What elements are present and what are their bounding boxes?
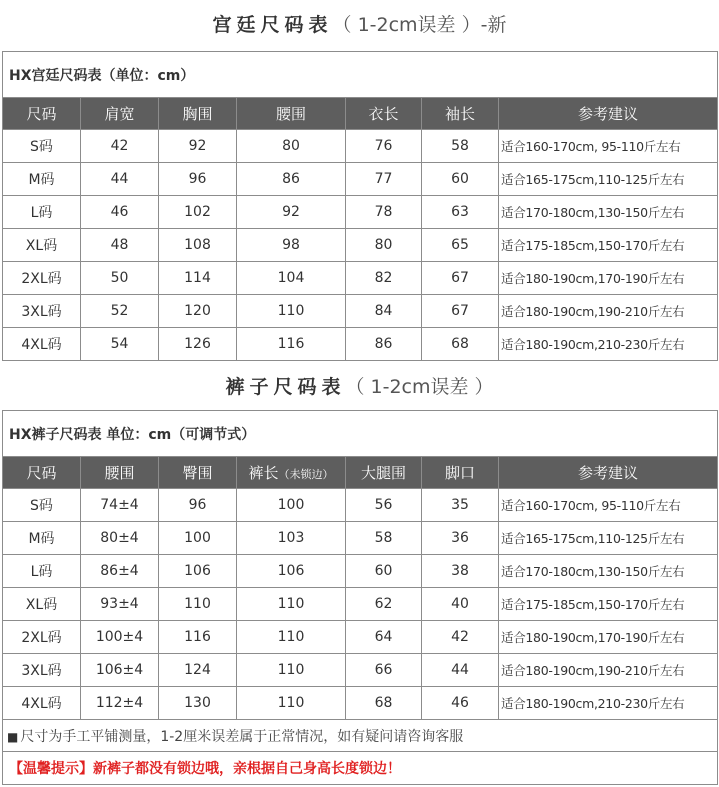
advice-cell: 适合180-190cm,170-190斤左右 — [499, 621, 718, 654]
column-header: 腰围 — [237, 98, 346, 130]
measure-cell: 50 — [81, 262, 159, 295]
table-row — [3, 196, 718, 229]
measure-cell: 86 — [346, 328, 422, 361]
title-main: 裤子尺码表 — [225, 376, 346, 398]
table-row — [3, 654, 718, 687]
measure-cell: 110 — [237, 687, 346, 720]
table-row — [3, 229, 718, 262]
column-header: 胸围 — [159, 98, 237, 130]
size-cell: S码 — [3, 130, 81, 163]
measure-cell: 64 — [346, 621, 422, 654]
measure-cell: 52 — [81, 295, 159, 328]
measure-cell: 100 — [237, 489, 346, 522]
measurement-note — [3, 720, 718, 752]
column-header: 参考建议 — [499, 98, 718, 130]
advice-cell: 适合175-185cm,150-170斤左右 — [499, 588, 718, 621]
measure-cell: 96 — [159, 163, 237, 196]
measure-cell: 46 — [422, 687, 499, 720]
measure-cell: 56 — [346, 489, 422, 522]
header-label: 裤长 — [248, 464, 279, 482]
measure-cell: 42 — [81, 130, 159, 163]
measure-cell: 96 — [159, 489, 237, 522]
table-row — [3, 555, 718, 588]
measure-cell: 114 — [159, 262, 237, 295]
table-row — [3, 262, 718, 295]
column-header: 衣长 — [346, 98, 422, 130]
table-caption: HX裤子尺码表 单位：cm（可调节式） — [3, 411, 718, 457]
measure-cell: 126 — [159, 328, 237, 361]
measure-cell: 106±4 — [81, 654, 159, 687]
measure-cell: 108 — [159, 229, 237, 262]
title-error-note: （ 1-2cm误差 ） — [345, 376, 494, 398]
advice-cell: 适合165-175cm,110-125斤左右 — [499, 163, 718, 196]
size-cell: M码 — [3, 522, 81, 555]
measure-cell: 116 — [237, 328, 346, 361]
measure-cell: 106 — [237, 555, 346, 588]
advice-cell: 适合175-185cm,150-170斤左右 — [499, 229, 718, 262]
measure-cell: 65 — [422, 229, 499, 262]
measure-cell: 63 — [422, 196, 499, 229]
measure-cell: 67 — [422, 262, 499, 295]
column-header — [237, 457, 346, 489]
measure-cell: 104 — [237, 262, 346, 295]
warm-tip: 【温馨提示】新裤子都没有锁边哦，亲根据自己身高长度锁边！ — [3, 752, 718, 785]
advice-cell: 适合180-190cm,210-230斤左右 — [499, 328, 718, 361]
measure-cell: 58 — [346, 522, 422, 555]
measure-cell: 67 — [422, 295, 499, 328]
measure-cell: 36 — [422, 522, 499, 555]
measure-cell: 46 — [81, 196, 159, 229]
measure-cell: 120 — [159, 295, 237, 328]
measure-cell: 103 — [237, 522, 346, 555]
table-caption: HX宫廷尺码表（单位：cm） — [3, 52, 718, 98]
measure-cell: 110 — [237, 588, 346, 621]
measure-cell: 124 — [159, 654, 237, 687]
size-cell: L码 — [3, 196, 81, 229]
advice-cell: 适合170-180cm,130-150斤左右 — [499, 555, 718, 588]
square-bullet-icon: ■ — [7, 729, 19, 744]
size-cell: 3XL码 — [3, 654, 81, 687]
measure-cell: 68 — [422, 328, 499, 361]
table-header-row — [3, 98, 718, 130]
measure-cell: 116 — [159, 621, 237, 654]
advice-cell: 适合160-170cm, 95-110斤左右 — [499, 130, 718, 163]
measure-cell: 60 — [422, 163, 499, 196]
measure-cell: 92 — [159, 130, 237, 163]
measure-cell: 74±4 — [81, 489, 159, 522]
size-cell: S码 — [3, 489, 81, 522]
column-header: 尺码 — [3, 457, 81, 489]
measure-cell: 110 — [237, 654, 346, 687]
measure-cell: 82 — [346, 262, 422, 295]
table-row — [3, 163, 718, 196]
table-row — [3, 588, 718, 621]
size-cell: 3XL码 — [3, 295, 81, 328]
measure-cell: 62 — [346, 588, 422, 621]
advice-cell: 适合165-175cm,110-125斤左右 — [499, 522, 718, 555]
column-header: 腰围 — [81, 457, 159, 489]
measure-cell: 112±4 — [81, 687, 159, 720]
measure-cell: 92 — [237, 196, 346, 229]
measure-cell: 110 — [237, 295, 346, 328]
column-header: 肩宽 — [81, 98, 159, 130]
table-header-row — [3, 457, 718, 489]
measure-cell: 102 — [159, 196, 237, 229]
measure-cell: 98 — [237, 229, 346, 262]
measure-cell: 80 — [346, 229, 422, 262]
measure-cell: 86 — [237, 163, 346, 196]
table-row — [3, 328, 718, 361]
title-main: 宫廷尺码表 — [212, 14, 333, 36]
pants-size-table — [2, 410, 718, 785]
size-cell: 2XL码 — [3, 262, 81, 295]
header-sub-note: （未锁边） — [278, 468, 334, 481]
measure-cell: 44 — [422, 654, 499, 687]
column-header: 尺码 — [3, 98, 81, 130]
measure-cell: 35 — [422, 489, 499, 522]
measure-cell: 93±4 — [81, 588, 159, 621]
table-row — [3, 130, 718, 163]
measure-cell: 78 — [346, 196, 422, 229]
measure-cell: 76 — [346, 130, 422, 163]
measure-cell: 54 — [81, 328, 159, 361]
measure-cell: 86±4 — [81, 555, 159, 588]
table-row — [3, 621, 718, 654]
measure-cell: 58 — [422, 130, 499, 163]
shirt-size-table — [2, 51, 718, 361]
size-cell: L码 — [3, 555, 81, 588]
shirt-size-chart-title — [0, 10, 719, 40]
size-cell: 4XL码 — [3, 687, 81, 720]
advice-cell: 适合180-190cm,190-210斤左右 — [499, 295, 718, 328]
measure-cell: 44 — [81, 163, 159, 196]
measure-cell: 130 — [159, 687, 237, 720]
size-cell: M码 — [3, 163, 81, 196]
pants-size-chart-title — [0, 372, 719, 402]
table-row — [3, 489, 718, 522]
measure-cell: 80±4 — [81, 522, 159, 555]
size-cell: XL码 — [3, 588, 81, 621]
measure-cell: 48 — [81, 229, 159, 262]
table-row — [3, 295, 718, 328]
advice-cell: 适合180-190cm,190-210斤左右 — [499, 654, 718, 687]
measure-cell: 106 — [159, 555, 237, 588]
table-row — [3, 687, 718, 720]
measure-cell: 100±4 — [81, 621, 159, 654]
advice-cell: 适合160-170cm, 95-110斤左右 — [499, 489, 718, 522]
measure-cell: 77 — [346, 163, 422, 196]
measure-cell: 66 — [346, 654, 422, 687]
column-header: 臀围 — [159, 457, 237, 489]
table-row — [3, 522, 718, 555]
measure-cell: 40 — [422, 588, 499, 621]
advice-cell: 适合180-190cm,170-190斤左右 — [499, 262, 718, 295]
size-cell: 4XL码 — [3, 328, 81, 361]
column-header: 袖长 — [422, 98, 499, 130]
measure-cell: 80 — [237, 130, 346, 163]
advice-cell: 适合170-180cm,130-150斤左右 — [499, 196, 718, 229]
note-text: 尺寸为手工平铺测量，1-2厘米误差属于正常情况，如有疑问请咨询客服 — [20, 728, 464, 745]
advice-cell: 适合180-190cm,210-230斤左右 — [499, 687, 718, 720]
size-cell: 2XL码 — [3, 621, 81, 654]
title-error-note: （ 1-2cm误差 ）-新 — [332, 14, 507, 36]
column-header: 脚口 — [422, 457, 499, 489]
size-cell: XL码 — [3, 229, 81, 262]
measure-cell: 42 — [422, 621, 499, 654]
measure-cell: 110 — [237, 621, 346, 654]
measure-cell: 100 — [159, 522, 237, 555]
measure-cell: 38 — [422, 555, 499, 588]
column-header: 参考建议 — [499, 457, 718, 489]
measure-cell: 84 — [346, 295, 422, 328]
measure-cell: 110 — [159, 588, 237, 621]
measure-cell: 68 — [346, 687, 422, 720]
measure-cell: 60 — [346, 555, 422, 588]
column-header: 大腿围 — [346, 457, 422, 489]
